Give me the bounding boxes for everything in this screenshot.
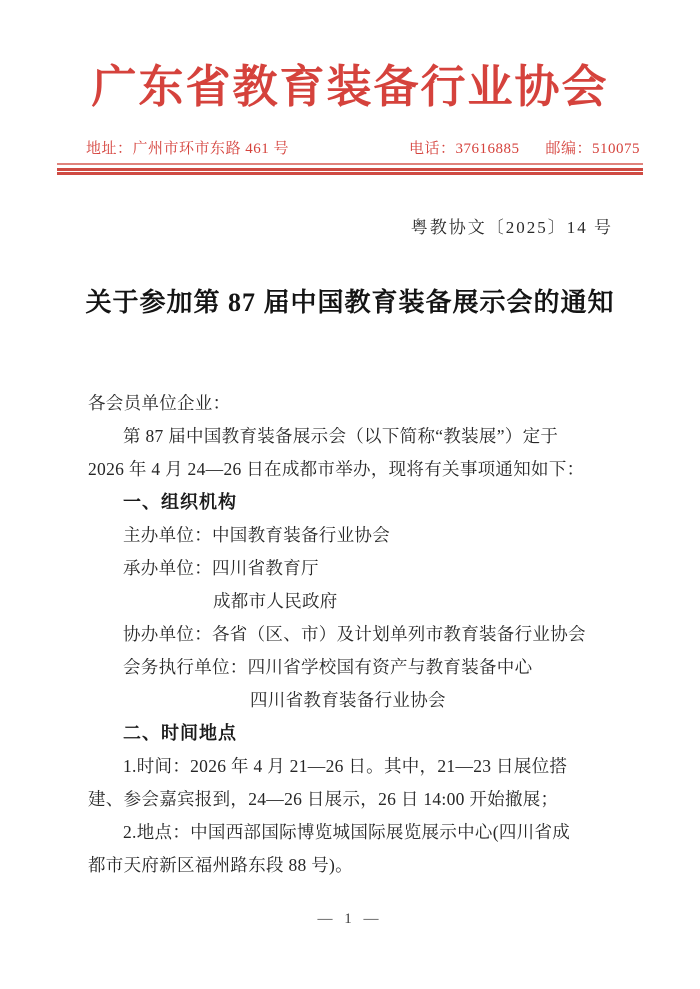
body-line: 2026 年 4 月 24—26 日在成都市举办，现将有关事项通知如下：: [88, 459, 585, 479]
body-line: 四川省教育装备行业协会: [250, 690, 446, 710]
red-divider-thin-line: [57, 163, 643, 165]
body-line: 第 87 届中国教育装备展示会（以下简称“教装展”）定于: [123, 426, 559, 446]
body-line: 成都市人民政府: [213, 591, 338, 611]
document-title: 关于参加第 87 届中国教育装备展示会的通知: [85, 288, 615, 317]
body-section-heading: 二、时间地点: [123, 723, 237, 743]
body-section-heading: 一、组织机构: [123, 492, 237, 512]
body-line: 会务执行单位：四川省学校国有资产与教育装备中心: [123, 657, 533, 677]
page-footer: [0, 910, 700, 928]
document-number: 粤教协文〔2025〕14 号: [410, 218, 613, 237]
body-line: 主办单位：中国教育装备行业协会: [123, 525, 390, 545]
letterhead: [0, 0, 700, 175]
body-line: 都市天府新区福州路东段 88 号)。: [88, 855, 353, 875]
postcode-label: 邮编：510075: [545, 141, 640, 157]
body-line: 1.时间：2026 年 4 月 21—26 日。其中，21—23 日展位搭: [123, 756, 568, 776]
body-line: 建、参会嘉宾报到，24—26 日展示，26 日 14:00 开始撤展；: [88, 789, 559, 809]
body-line: 协办单位：各省（区、市）及计划单列市教育装备行业协会: [123, 624, 586, 644]
document-body: [0, 387, 700, 882]
address-label: 地址：广州市环市东路 461 号: [86, 141, 290, 157]
red-divider-thick-line: [57, 168, 643, 175]
org-name: 广东省教育装备行业协会: [91, 62, 609, 112]
phone-label: 电话：37616885: [408, 141, 520, 157]
page-number: — 1 —: [317, 911, 383, 927]
body-line: 2.地点：中国西部国际博览城国际展览展示中心(四川省成: [123, 822, 571, 842]
body-line-salutation: 各会员单位企业：: [88, 393, 231, 413]
contact-info-row: [0, 140, 700, 158]
red-divider-rule: [57, 163, 643, 175]
body-line: 承办单位：四川省教育厅: [123, 558, 319, 578]
